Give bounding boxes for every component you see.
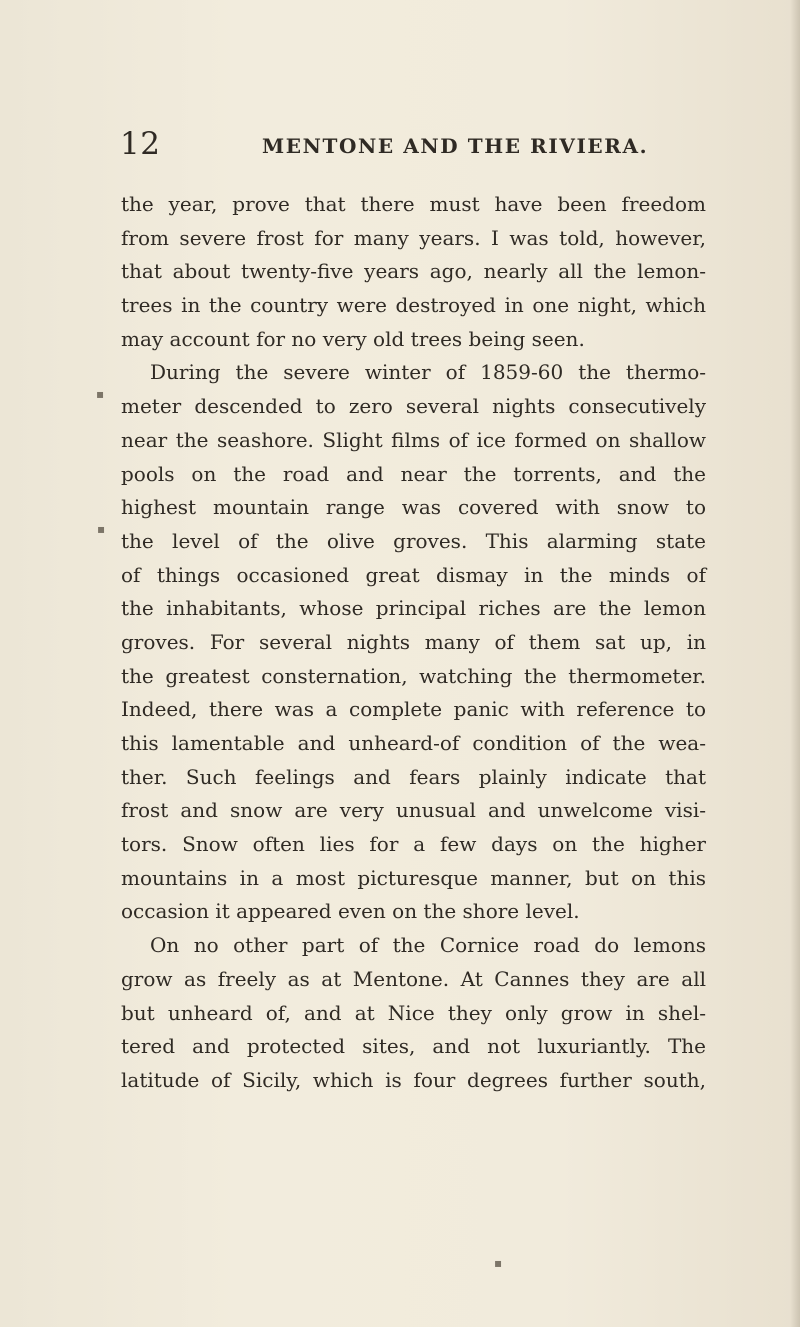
text-line: trees in the country were destroyed in one night, which	[121, 293, 706, 318]
paragraph-first-line: During the severe winter of 1859-60 the thermo-	[150, 360, 706, 385]
text-line: but unheard of, and at Nice they only grow in shel-	[121, 1000, 706, 1025]
text-line: groves. For several nights many of them sat up, in	[121, 629, 706, 654]
text-line: this lamentable and unheard-of condition of the wea-	[121, 731, 706, 755]
text-line: ther. Such feelings and fears plainly indicate that	[121, 764, 706, 789]
text-line: tered and protected sites, and not luxuriantly. The	[121, 1034, 706, 1059]
running-header	[120, 126, 680, 166]
text-line: the level of the olive groves. This alarming state	[121, 528, 706, 553]
text-line: Indeed, there was a complete panic with reference to	[121, 697, 706, 722]
running-title: MENTONE AND THE RIVIERA.	[262, 134, 649, 158]
text-line: highest mountain range was covered with snow to	[121, 495, 706, 520]
text-line: that about twenty-five years ago, nearly all the lemon-	[121, 259, 706, 284]
text-line: pools on the road and near the torrents, and the	[121, 461, 706, 486]
text-line: meter descended to zero several nights consecutively	[121, 394, 706, 419]
text-line: latitude of Sicily, which is four degrees further south,	[121, 1067, 706, 1092]
page-number: 12	[120, 126, 161, 162]
text-line: may account for no very old trees being seen.	[121, 326, 585, 351]
body-text	[121, 188, 706, 1198]
margin-mark-lower-left: ▪	[97, 522, 106, 536]
text-line: of things occasioned great dismay in the minds of	[121, 562, 706, 587]
text-line: occasion it appeared even on the shore level.	[121, 899, 580, 924]
text-line: the inhabitants, whose principal riches are the lemon	[121, 596, 706, 621]
text-line: the year, prove that there must have been freedom	[121, 192, 706, 216]
text-line: near the seashore. Slight films of ice formed on shallow	[121, 427, 706, 452]
margin-mark-upper-left: ▪	[96, 387, 105, 401]
paragraph-first-line: On no other part of the Cornice road do lemons	[150, 933, 706, 958]
text-line: from severe frost for many years. I was told, however,	[121, 225, 706, 250]
text-line: the greatest consternation, watching the thermometer.	[121, 663, 706, 688]
page-edge-shadow	[790, 0, 800, 1327]
text-line: tors. Snow often lies for a few days on the higher	[121, 832, 706, 857]
margin-mark-bottom: ▪	[494, 1256, 503, 1270]
text-line: frost and snow are very unusual and unwelcome visi-	[121, 798, 706, 823]
text-line: grow as freely as at Mentone. At Cannes they are all	[121, 966, 706, 991]
text-line: mountains in a most picturesque manner, but on this	[121, 865, 706, 890]
